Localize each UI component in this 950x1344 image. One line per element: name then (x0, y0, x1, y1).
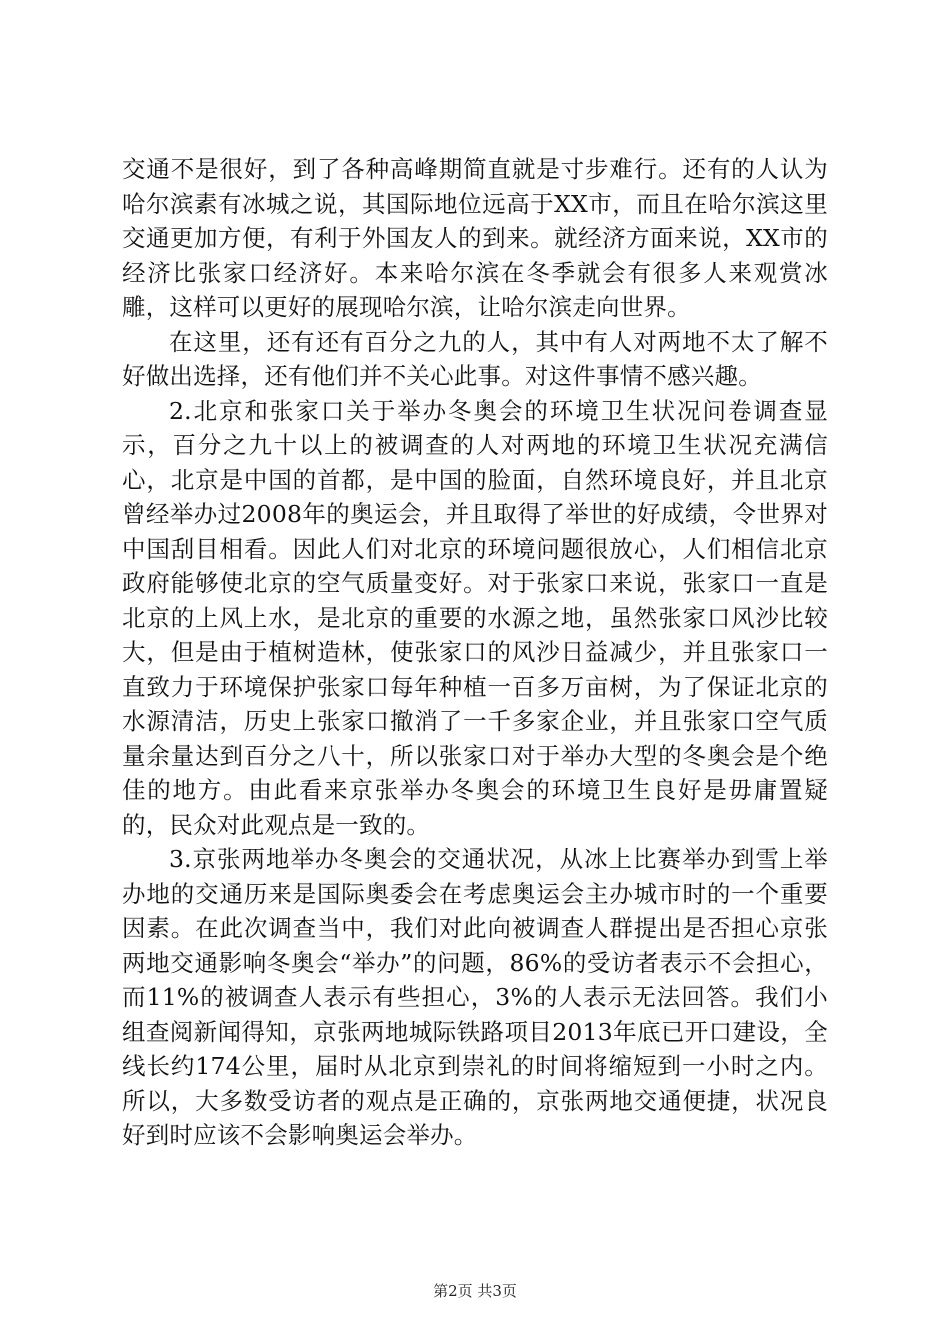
paragraph-2: 在这里，还有还有百分之九的人，其中有人对两地不太了解不好做出选择，还有他们并不关心此事。对这件事情不感兴趣。 (122, 327, 828, 390)
paragraph-3: 2.北京和张家口关于举办冬奥会的环境卫生状况问卷调查显示，百分之九十以上的被调查的人对两地的环境卫生状况充满信心，北京是中国的首都，是中国的脸面，自然环境良好，并且北京曾经举办过2008年的奥运会，并且取得了举世的好成绩，令世界对中国刮目相看。因此人们对北京的环境问题很放心，人们相信北京政府能够使北京的空气质量变好。对于张家口来说，张家口一直是北京的上风上水，是北京的重要的水源之地，虽然张家口风沙比较大，但是由于植树造林，使张家口的风沙日益减少，并且张家口一直致力于环境保护张家口每年种植一百多万亩树，为了保证北京的水源清洁，历史上张家口撤消了一千多家企业，并且张家口空气质量余量达到百分之八十，所以张家口对于举办大型的冬奥会是个绝佳的地方。由此看来京张举办冬奥会的环境卫生良好是毋庸置疑的，民众对此观点是一致的。 (122, 396, 828, 839)
paragraph-1: 交通不是很好，到了各种高峰期简直就是寸步难行。还有的人认为哈尔滨素有冰城之说，其国际地位远高于XX市，而且在哈尔滨这里交通更加方便，有利于外国友人的到来。就经济方面来说，XX市的经济比张家口经济好。本来哈尔滨在冬季就会有很多人来观赏冰雕，这样可以更好的展现哈尔滨，让哈尔滨走向世界。 (122, 155, 828, 321)
paragraph-4: 3.京张两地举办冬奥会的交通状况，从冰上比赛举办到雪上举办地的交通历来是国际奥委会在考虑奥运会主办城市时的一个重要因素。在此次调查当中，我们对此向被调查人群提出是否担心京张两地交通影响冬奥会“举办”的问题，86%的受访者表示不会担心，而11%的被调查人表示有些担心，3%的人表示无法回答。我们小组查阅新闻得知，京张两地城际铁路项目2013年底已开口建设，全线长约174公里，届时从北京到崇礼的时间将缩短到一小时之内。所以，大多数受访者的观点是正确的，京张两地交通便捷，状况良好到时应该不会影响奥运会举办。 (122, 845, 828, 1149)
page-number-footer: 第2页 共3页 (433, 1282, 517, 1300)
document-body (122, 152, 828, 1153)
